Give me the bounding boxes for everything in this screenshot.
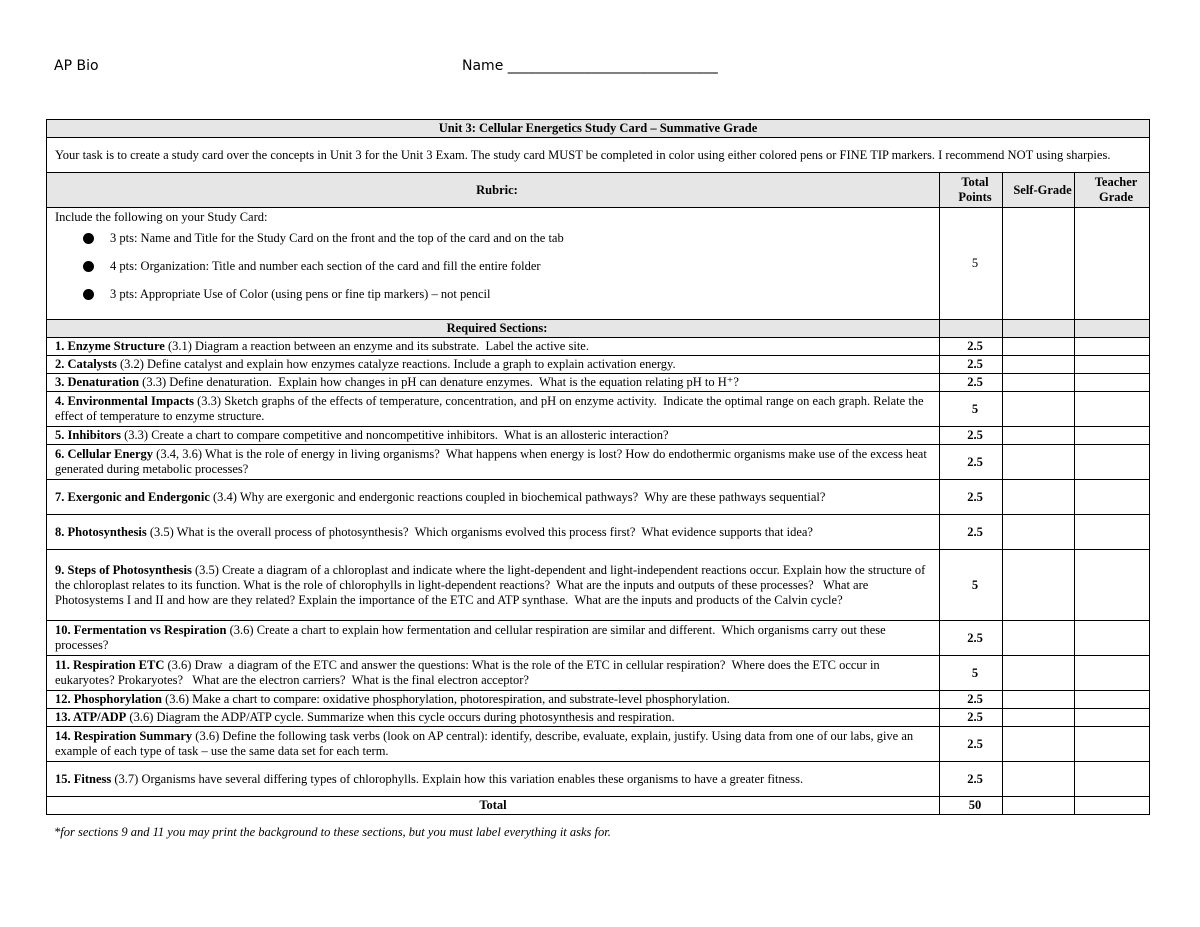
self-grade-cell[interactable] [1003, 392, 1075, 427]
section-text: (3.6) Draw a diagram of the ETC and answer the questions: What is the role of the ETC in cellular respiration? Where does the ETC occur in eukaryotes? Prokaryotes? What are the electron carriers? What is the final electron acceptor? [55, 658, 883, 687]
required-sections-header: Required Sections: [47, 320, 940, 338]
section-row [47, 515, 1150, 550]
section-text: (3.3) Create a chart to compare competitive and noncompetitive inhibitors. What is an allosteric interaction? [121, 428, 669, 442]
section-points: 2.5 [940, 709, 1003, 727]
section-points: 5 [940, 392, 1003, 427]
section-description [47, 392, 940, 427]
section-row [47, 727, 1150, 762]
section-points: 2.5 [940, 338, 1003, 356]
self-grade-cell[interactable] [1003, 427, 1075, 445]
section-text: (3.1) Diagram a reaction between an enzyme and its substrate. Label the active site. [164, 339, 589, 353]
section-points: 2.5 [940, 356, 1003, 374]
section-points: 2.5 [940, 691, 1003, 709]
self-grade-cell[interactable] [1003, 338, 1075, 356]
section-text: (3.6) Define the following task verbs (look on AP central): identify, describe, evaluate, explain, justify. Using data from one of our labs, give an example of each type of task – use the same data set for each term. [55, 729, 917, 758]
teacher-grade-cell[interactable] [1075, 392, 1150, 427]
rubric-item [77, 287, 939, 302]
self-grade-cell[interactable] [1003, 356, 1075, 374]
section-points: 2.5 [940, 762, 1003, 797]
section-row [47, 709, 1150, 727]
section-text: (3.7) Organisms have several differing types of chlorophylls. Explain how this variation enables these organisms to have a greater fitness. [111, 771, 804, 786]
section-row [47, 392, 1150, 427]
self-grade-cell[interactable] [1003, 515, 1075, 550]
section-row [47, 762, 1150, 797]
rubric-list [77, 231, 939, 302]
self-grade-cell[interactable] [1003, 445, 1075, 480]
rubric-cell [47, 208, 940, 320]
rubric-item [77, 231, 939, 246]
rubric-lead: Include the following on your Study Card: [55, 210, 268, 224]
section-row [47, 480, 1150, 515]
teacher-grade-cell[interactable] [1075, 480, 1150, 515]
col-self-grade: Self-Grade [1003, 173, 1075, 208]
section-points: 2.5 [940, 374, 1003, 392]
section-description [47, 445, 940, 480]
section-row [47, 656, 1150, 691]
section-text: (3.4) Why are exergonic and endergonic reactions coupled in biochemical pathways? Why are these pathways sequential? [209, 489, 826, 504]
total-points: 50 [940, 797, 1003, 815]
section-row [47, 374, 1150, 392]
section-title: 13. ATP/ADP [55, 710, 127, 724]
section-row [47, 445, 1150, 480]
section-text: (3.6) Create a chart to explain how fermentation and cellular respiration are similar and different. Which organisms carry out these processes? [55, 623, 889, 652]
section-text: (3.2) Define catalyst and explain how enzymes catalyze reactions. Include a graph to explain activation energy. [116, 357, 676, 371]
section-title: 2. Catalysts [55, 357, 117, 371]
bullet-icon [83, 289, 94, 300]
section-description [47, 515, 940, 550]
teacher-grade-cell[interactable] [1075, 656, 1150, 691]
section-title: 1. Enzyme Structure [55, 339, 165, 353]
section-description [47, 480, 940, 515]
rubric-header: Rubric: [47, 173, 940, 208]
section-title: 15. Fitness [55, 771, 112, 786]
section-title: 11. Respiration ETC [55, 658, 165, 672]
section-title: 7. Exergonic and Endergonic [55, 489, 210, 504]
section-description [47, 656, 940, 691]
section-title: 12. Phosphorylation [55, 692, 162, 706]
col-teacher-grade: Teacher Grade [1075, 173, 1150, 208]
bullet-icon [83, 261, 94, 272]
self-grade-cell[interactable] [1003, 727, 1075, 762]
section-points: 2.5 [940, 727, 1003, 762]
section-points: 2.5 [940, 480, 1003, 515]
teacher-grade-cell[interactable] [1075, 691, 1150, 709]
col-total-points: Total Points [940, 173, 1003, 208]
section-row [47, 427, 1150, 445]
section-text: (3.6) Diagram the ADP/ATP cycle. Summarize when this cycle occurs during photosynthesis and respiration. [126, 710, 675, 724]
sections-body [47, 338, 1150, 797]
section-row [47, 338, 1150, 356]
self-grade-cell[interactable] [1003, 374, 1075, 392]
section-points: 5 [940, 550, 1003, 621]
self-grade-cell[interactable] [1003, 762, 1075, 797]
card-intro: Your task is to create a study card over the concepts in Unit 3 for the Unit 3 Exam. The study card MUST be completed in color using either colored pens or FINE TIP markers. I recommend NOT using sharpies. [47, 138, 1150, 173]
section-description [47, 762, 940, 797]
section-description [47, 338, 940, 356]
total-label: Total [47, 797, 940, 815]
teacher-grade-cell[interactable] [1075, 208, 1150, 320]
section-points: 2.5 [940, 515, 1003, 550]
teacher-grade-cell[interactable] [1075, 762, 1150, 797]
section-row [47, 356, 1150, 374]
teacher-grade-cell[interactable] [1075, 338, 1150, 356]
teacher-grade-total-cell[interactable] [1075, 797, 1150, 815]
section-row [47, 550, 1150, 621]
rubric-points: 5 [940, 208, 1003, 320]
teacher-grade-cell[interactable] [1075, 515, 1150, 550]
self-grade-cell[interactable] [1003, 709, 1075, 727]
section-description [47, 727, 940, 762]
section-text: (3.4, 3.6) What is the role of energy in living organisms? What happens when energy is lost? How do endothermic organisms make use of the excess heat generated during metabolic processes? [55, 447, 930, 476]
section-text: (3.6) Make a chart to compare: oxidative phosphorylation, photorespiration, and substrate-level phosphorylation. [161, 692, 730, 706]
section-description [47, 427, 940, 445]
section-title: 5. Inhibitors [55, 428, 121, 442]
section-title: 3. Denaturation [55, 375, 140, 389]
card-title: Unit 3: Cellular Energetics Study Card – Summative Grade [47, 120, 1150, 138]
section-points: 2.5 [940, 427, 1003, 445]
rubric-item-text: 3 pts: Appropriate Use of Color (using pens or fine tip markers) – not pencil [110, 287, 491, 301]
self-grade-cell[interactable] [1003, 621, 1075, 656]
section-description [47, 621, 940, 656]
study-card-table [46, 119, 1150, 815]
section-description [47, 709, 940, 727]
self-grade-cell[interactable] [1003, 208, 1075, 320]
self-grade-cell[interactable] [1003, 550, 1075, 621]
teacher-grade-cell[interactable] [1075, 727, 1150, 762]
section-text: (3.3) Sketch graphs of the effects of temperature, concentration, and pH on enzyme activity. Indicate the optimal range on each graph. Relate the effect of temperature to enzyme structure. [55, 394, 927, 423]
self-grade-cell[interactable] [1003, 480, 1075, 515]
section-row [47, 621, 1150, 656]
section-points: 5 [940, 656, 1003, 691]
teacher-grade-cell[interactable] [1075, 709, 1150, 727]
section-description [47, 374, 940, 392]
section-text: (3.3) Define denaturation. Explain how changes in pH can denature enzymes. What is the equation relating pH to H⁺? [139, 375, 739, 389]
rubric-item [77, 259, 939, 274]
teacher-grade-cell[interactable] [1075, 374, 1150, 392]
self-grade-cell[interactable] [1003, 656, 1075, 691]
self-grade-total-cell[interactable] [1003, 797, 1075, 815]
course-label: AP Bio [54, 58, 99, 74]
name-field-label: Name ______________________________ [462, 58, 718, 74]
teacher-grade-cell[interactable] [1075, 356, 1150, 374]
section-title: 9. Steps of Photosynthesis [55, 562, 192, 577]
section-title: 8. Photosynthesis [55, 524, 147, 539]
section-title: 4. Environmental Impacts [55, 394, 195, 408]
section-text: (3.5) Create a diagram of a chloroplast and indicate where the light-dependent and light-independent reactions occur. Explain how the structure of the chloroplast relates to its function. What is the role of chlorophylls in light-dependent reactions? What are the inputs and outputs of these processes? What are Photosystems I and II and how are they related? Explain the importance of the ETC and ATP synthase. What are the inputs and products of the Calvin cycle? [55, 562, 929, 607]
section-description [47, 691, 940, 709]
teacher-grade-cell[interactable] [1075, 427, 1150, 445]
section-points: 2.5 [940, 445, 1003, 480]
teacher-grade-cell[interactable] [1075, 550, 1150, 621]
bullet-icon [83, 233, 94, 244]
rubric-item-text: 3 pts: Name and Title for the Study Card on the front and the top of the card and on the tab [110, 231, 564, 245]
footnote: *for sections 9 and 11 you may print the background to these sections, but you must label everything it asks for. [54, 825, 611, 839]
self-grade-cell[interactable] [1003, 691, 1075, 709]
section-points: 2.5 [940, 621, 1003, 656]
section-description [47, 356, 940, 374]
section-title: 14. Respiration Summary [55, 729, 193, 743]
section-text: (3.5) What is the overall process of photosynthesis? Which organisms evolved this process first? What evidence supports that idea? [146, 524, 813, 539]
rubric-item-text: 4 pts: Organization: Title and number each section of the card and fill the entire folder [110, 259, 541, 273]
teacher-grade-cell[interactable] [1075, 445, 1150, 480]
section-title: 6. Cellular Energy [55, 447, 154, 461]
section-row [47, 691, 1150, 709]
section-description [47, 550, 940, 621]
section-title: 10. Fermentation vs Respiration [55, 623, 227, 637]
teacher-grade-cell[interactable] [1075, 621, 1150, 656]
